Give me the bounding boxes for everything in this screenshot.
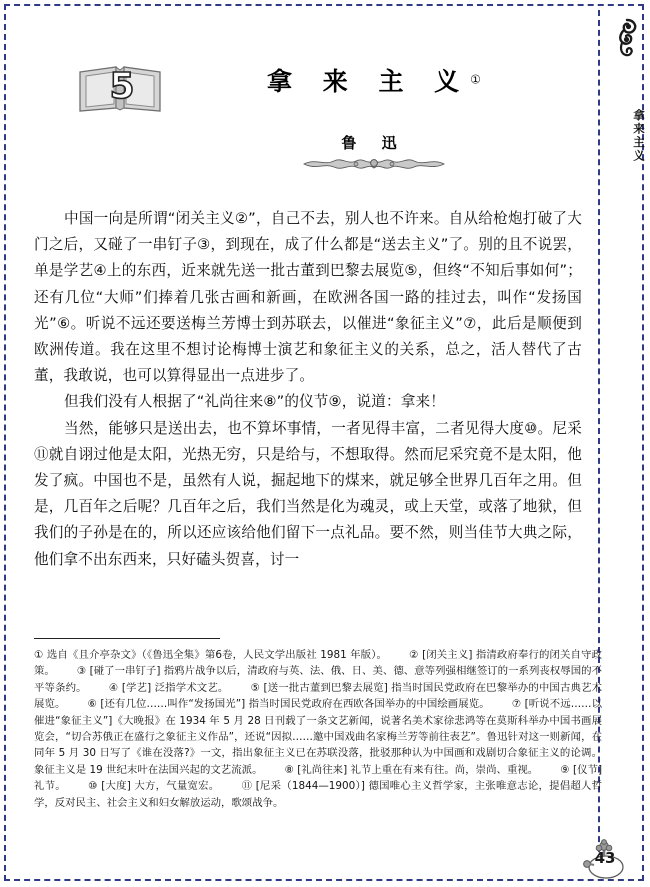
main-content-column — [14, 10, 603, 872]
running-head-label: 拿来主义 — [632, 109, 646, 163]
title-footnote-marker: ① — [470, 72, 481, 87]
footnote-item: ② [闭关主义] 指清政府奉行的闭关自守政策。 — [34, 649, 602, 678]
footnote-item: ⑤ [送一批古董到巴黎去展览] 指当时国民党政府在巴黎举办的中国古典艺术展览。 — [34, 681, 603, 711]
footnote-item: ⑥ [还有几位……叫作“发扬国光”] 指当时国民党政府在西欧各国举办的中国绘画展览。 — [87, 698, 490, 711]
body-paragraph-3: 当然，能够只是送出去，也不算坏事情，一者见得丰富，二者见得大度⑩。尼采⑪就自诩过他是太阳，光热无穷，只是给与，不想取得。然而尼采究竟不是太阳，他发了疯。中国也不是，虽然有人说，掘起地下的煤来，就足够全世界几百年之用。但是，几百年之后呢？几百年之后，我们当然是化为魂灵，或上天堂，或落了地狱，但我们的子孙是在的，所以还应该给他们留下一点礼品。要不然，则当佳节大典之际，他们拿不出东西来，只好磕头贺喜，讨一 — [34, 419, 582, 568]
scroll-swirl-ornament — [607, 16, 641, 60]
side-rail — [602, 10, 646, 872]
footnote-item: ① 选自《且介亭杂文》（《鲁迅全集》第6卷，人民文学出版社 1981 年版）。 — [34, 649, 388, 661]
footnote-item: ⑧ [礼尚往来] 礼节上重在有来有往。尚，崇尚、重视。 — [284, 763, 539, 776]
footnote-item: ⑩ [大度] 大方，气量宽宏。 — [87, 780, 220, 793]
author-block — [194, 132, 554, 172]
footnote-item: ④ [学艺] 泛指学术文艺。 — [108, 681, 229, 694]
footnote-separator-rule — [34, 638, 220, 639]
footnote-item: ③ [碰了一串钉子] 指鸦片战争以后，清政府与英、法、俄、日、美、德、意等列强相继签订的一系列丧权辱国的不平等条约。 — [34, 665, 602, 694]
page-number: 43 — [594, 849, 616, 867]
running-head — [602, 96, 646, 176]
page-number-badge — [580, 836, 644, 882]
title-block — [194, 62, 554, 98]
chapter-header — [14, 10, 598, 152]
article-body — [34, 206, 582, 573]
body-paragraph-2: 但我们没有人根据了“礼尚往来⑧”的仪节⑨，说道：拿来！ — [64, 393, 445, 411]
floral-flourish-ornament — [194, 154, 554, 172]
page-title: 拿 来 主 义 — [267, 67, 471, 96]
chapter-number-glyph: 5 — [109, 66, 135, 107]
footnote-text — [34, 647, 602, 811]
footnote-section — [34, 638, 602, 811]
body-paragraph-1: 中国一向是所谓“闭关主义②”，自己不去，别人也不许来。自从给枪炮打破了大门之后，又碰了一串钉子③，到现在，成了什么都是“送去主义”了。别的且不说罢，单是学艺④上的东西，近来就先送一批古董到巴黎去展览⑤，但终“不知后事如何”；还有几位“大师”们捧着几张古画和新画，在欧洲各国一路的挂过去，叫作“发扬国光”⑥。听说不远还要送梅兰芳博士到苏联去，以催进“象征主义”⑦，此后是顺便到欧洲传道。我在这里不想讨论梅博士演艺和象征主义的关系，总之，活人替代了古董，我敢说，也可以算得显出一点进步了。 — [34, 210, 582, 385]
open-book-icon — [76, 58, 164, 116]
footnote-item: ⑪ [尼采（1844—1900）] 德国唯心主义哲学家，主张唯意志论，提倡超人哲学，反对民主、社会主义和妇女解放运动，歌颂战争。 — [34, 780, 602, 809]
footnote-item: ⑨ [仪节] 礼节。 — [34, 763, 602, 793]
footnote-item: ⑦ [听说不远……以催进“象征主义”]《大晚报》在 1934 年 5 月 28 日刊载了一条文艺新闻，说著名美术家徐悲鸿等在莫斯科举办中国书画展览会，“切合苏俄正在盛行之象征主义作品”，还说“因拟……邀中国戏曲名家梅兰芳等前往表艺”。鲁迅针对这一则新闻，在同年 5 月 30 日写了《谁在没落?》一文，指出象征主义已在苏联没落，批驳那种认为中国画和戏剧切合象征主义的论调。象征主义是 19 世纪末叶在法国兴起的文艺流派。 — [34, 698, 603, 776]
author-name: 鲁 迅 — [341, 134, 407, 152]
